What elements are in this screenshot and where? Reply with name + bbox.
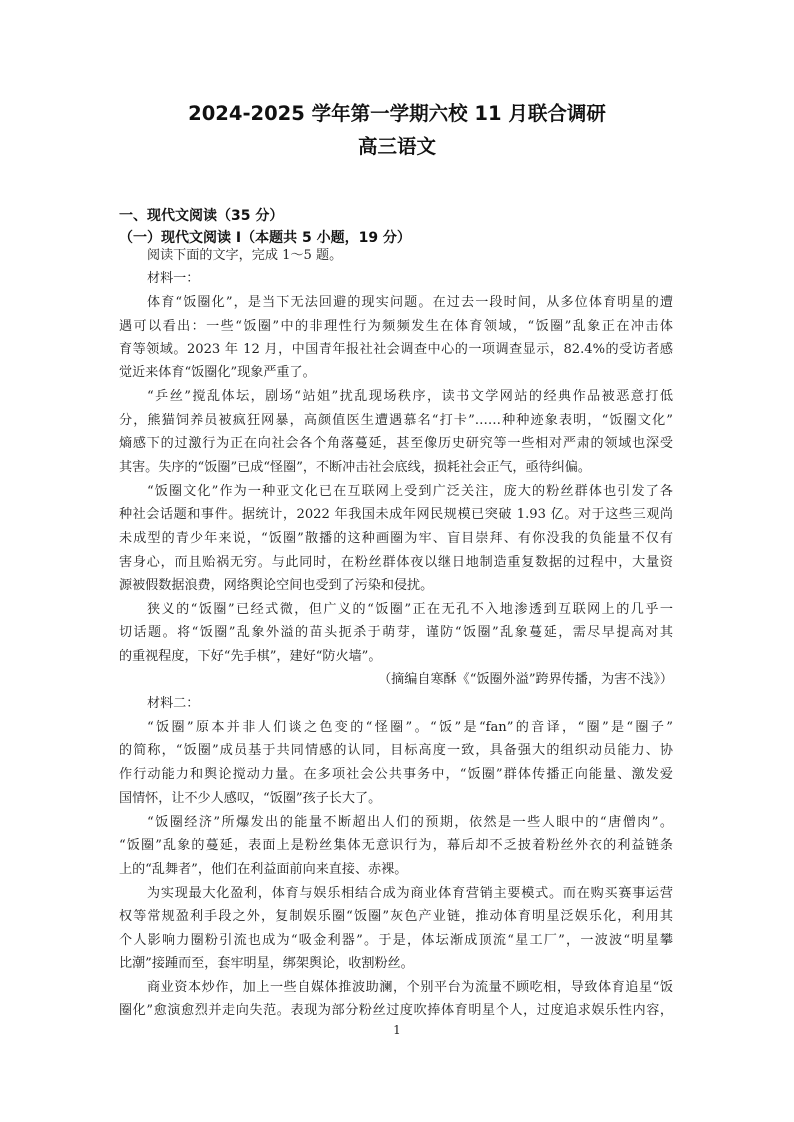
paragraph-line: 切话题。将“饭圈”乱象外溢的苗头扼杀于萌芽，谨防“饭圈”乱象蔓延，需尽早提高对其	[119, 625, 673, 640]
paragraph-line: 害身心，而且贻祸无穷。与此同时，在粉丝群体夜以继日地制造重复数据的过程中，大量资	[119, 555, 673, 570]
paragraph-line: “饭圈”原本并非人们谈之色变的“怪圈”。“饭”是“fan”的音译，“圈”是“圈子”	[147, 720, 673, 735]
paragraph-line: 体育“饭圈化”，是当下无法回避的现实问题。在过去一段时间，从多位体育明星的遭	[147, 295, 673, 310]
paragraph-line: 源被假数据浪费，网络舆论空间也受到了污染和侵扰。	[119, 578, 434, 593]
paragraph-line: 未成型的青少年来说，“饭圈”散播的这种画圈为牢、盲目崇拜、有你没我的负能量不仅有	[119, 531, 673, 546]
paragraph-line: 圈化”愈演愈烈并走向失范。表现为部分粉丝过度吹捧体育明星个人，过度追求娱乐性内容，	[119, 1003, 673, 1018]
page-number: 1	[393, 1023, 401, 1037]
section-heading: 一、现代文阅读（35 分）	[119, 208, 284, 224]
paragraph-line: “饭圈”乱象的蔓延，表面上是粉丝集体无意识行为，幕后却不乏披着粉丝外衣的利益链条	[119, 838, 673, 853]
source-citation: （摘编自寒酥《“饭圈外溢”跨界传播，为害不浅》）	[378, 672, 673, 687]
paragraph-line: 权等常规盈利手段之外，复制娱乐圈“饭圈”灰色产业链，推动体育明星泛娱乐化，利用其	[119, 909, 673, 924]
paragraph-line: 分，熊猫饲养员被疯狂网暴，高颜值医生遭遇慕名“打卡”……种种迹象表明，“饭圈文化”	[119, 413, 673, 428]
paragraph-line: 上的“乱舞者”，他们在利益面前向来直接、赤裸。	[119, 862, 408, 877]
material-label: 材料二：	[147, 696, 200, 711]
paragraph-line: “乒丝”搅乱体坛，剧场“站姐”扰乱现场秩序，读书文学网站的经典作品被恶意打低	[147, 389, 673, 404]
paragraph-line: 个人影响力圈粉引流也成为“吸金利器”。于是，体坛渐成顶流“星工厂”，一波波“明星攀	[119, 933, 673, 948]
paragraph-line: 其害。失序的“饭圈”已成“怪圈”，不断冲击社会底线，损耗社会正气，亟待纠偏。	[119, 460, 591, 475]
paragraph-line: 比潮”接踵而至，套牢明星，绑架舆论，收割粉丝。	[119, 956, 414, 971]
paragraph-line: 的重视程度，下好“先手棋”，建好“防火墙”。	[119, 649, 382, 664]
paragraph-line: 熵感下的过激行为正在向社会各个角落蔓延，甚至像历史研究等一些相对严肃的领域也深受	[119, 436, 673, 451]
paragraph-line: 育等领域。2023 年 12 月，中国青年报社社会调查中心的一项调查显示，82.4%的受访者感	[119, 342, 673, 357]
exam-title: 2024-2025 学年第一学期六校 11 月联合调研	[188, 102, 606, 125]
material-label: 材料一：	[147, 271, 200, 286]
paragraph-line: 商业资本炒作，加上一些自媒体推波助澜，个别平台为流量不顾吃相，导致体育追星“饭	[147, 980, 673, 995]
paragraph-line: 狭义的“饭圈”已经式微，但广义的“饭圈”正在无孔不入地渗透到互联网上的几乎一	[147, 602, 673, 617]
paragraph-line: 种社会话题和事件。据统计，2022 年我国未成年网民规模已突破 1.93 亿。对于这些三观尚	[119, 507, 673, 522]
paragraph-line: 觉近来体育“饭圈化”现象严重了。	[119, 365, 316, 380]
exam-subject: 高三语文	[357, 135, 436, 158]
paragraph-line: “饭圈文化”作为一种亚文化已在互联网上受到广泛关注，庞大的粉丝群体也引发了各	[147, 484, 673, 499]
paragraph-line: “饭圈经济”所爆发出的能量不断超出人们的预期，依然是一些人眼中的“唐僧肉”。	[147, 815, 673, 830]
paragraph-line: 为实现最大化盈利，体育与娱乐相结合成为商业体育营销主要模式。而在购买赛事运营	[147, 886, 673, 901]
paragraph-line: 的简称，“饭圈”成员基于共同情感的认同，目标高度一致，具备强大的组织动员能力、协	[119, 743, 673, 758]
instruction-text: 阅读下面的文字，完成 1～5 题。	[147, 248, 343, 263]
paragraph-line: 遇可以看出：一些“饭圈”中的非理性行为频频发生在体育领域，“饭圈”乱象正在冲击体	[119, 319, 673, 334]
paragraph-line: 国情怀，让不少人感叹，“饭圈”孩子长大了。	[119, 791, 382, 806]
subsection-heading: （一）现代文阅读 I（本题共 5 小题，19 分）	[119, 230, 411, 246]
paragraph-line: 作行动能力和舆论搅动力量。在多项社会公共事务中，“饭圈”群体传播正向能量、激发爱	[119, 767, 673, 782]
